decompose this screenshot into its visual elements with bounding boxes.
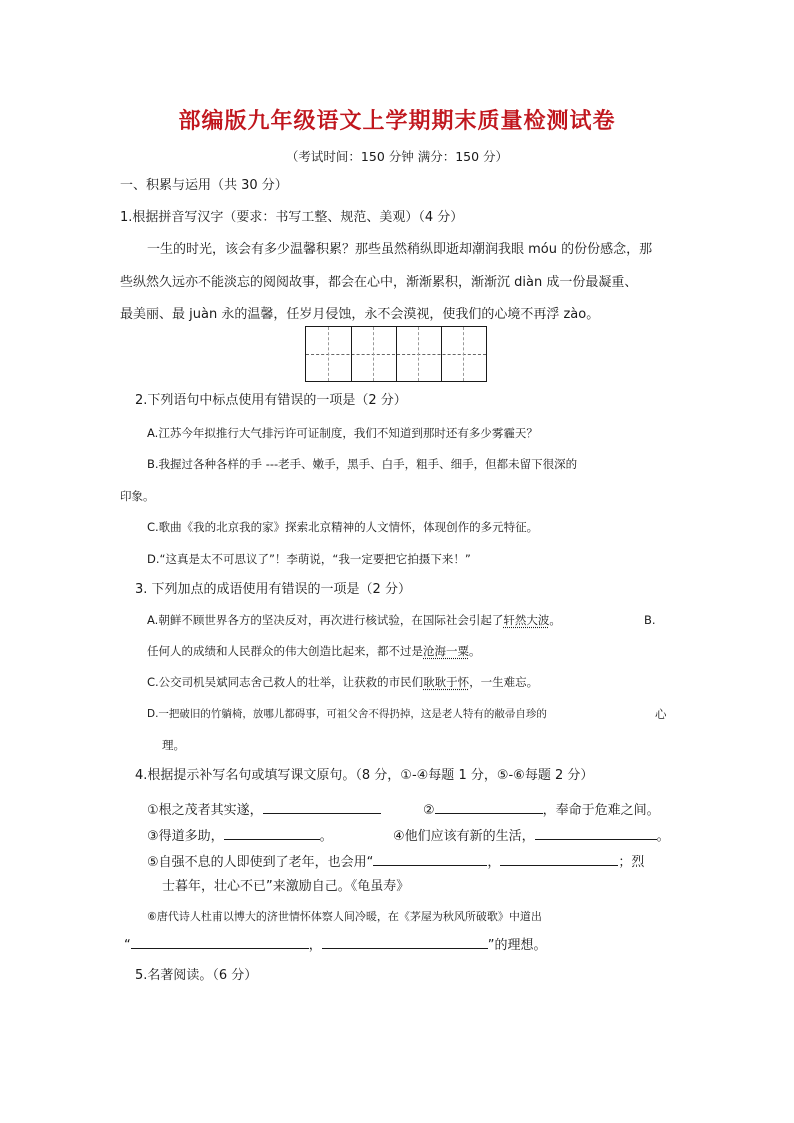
answer-blank[interactable] — [500, 852, 618, 866]
q2-option-c: C.歌曲《我的北京我的家》探索北京精神的人文情怀，体现创作的多元特征。 — [147, 520, 539, 534]
q4-prompt: 4.根据提示补写名句或填写课文原句。（8 分，①-④每题 1 分，⑤-⑥每题 2 分） — [135, 768, 594, 783]
q2-option-d: D.“这真是太不可思议了”！李萌说，“我一定要把它拍摄下来！” — [147, 552, 471, 566]
q3-a-end: 。 — [549, 613, 561, 627]
q4-text: 。 — [656, 829, 670, 844]
q1-passage-line1: 一生的时光，该会有多少温馨积累？那些虽然稍纵即逝却潮润我眼 móu 的份份感念，那 — [147, 242, 653, 257]
q1-prompt: 1.根据拼音写汉字（要求：书写工整、规范、美观）（4 分） — [120, 210, 464, 225]
q4-text: ⑤自强不息的人即使到了老年，也会用“ — [147, 855, 374, 870]
answer-blank[interactable] — [224, 826, 320, 840]
q2-option-b-line1: B.我握过各种各样的手 ---老手、嫩手，黑手、白手，粗手、细手，但都未留下很深的 — [147, 457, 578, 471]
q4-text: ④他们应该有新的生活， — [393, 829, 535, 844]
q1-passage-line3: 最美丽、最 juàn 永的温馨，任岁月侵蚀，永不会漠视，使我们的心境不再浮 zào。 — [120, 307, 600, 322]
q3-b-text: 任何人的成绩和人民群众的伟大创造比起来，都不过是 — [147, 644, 423, 658]
q4-text: ， — [487, 855, 501, 870]
q3-b-end: 。 — [469, 644, 481, 658]
q4-item-6-line2 — [124, 935, 547, 954]
grid-dash-divider — [463, 327, 464, 381]
q3-option-d-line1: D.一把破旧的竹躺椅，放哪儿都碍事，可祖父舍不得扔掉，这是老人特有的敝帚自珍的 — [147, 708, 547, 720]
grid-divider — [441, 327, 442, 381]
answer-blank[interactable] — [322, 935, 488, 949]
q4-item-4 — [393, 826, 670, 845]
q4-item-3 — [147, 826, 333, 845]
q1-writing-grid[interactable] — [305, 326, 487, 382]
q4-item-1 — [147, 800, 381, 819]
exam-title: 部编版九年级语文上学期期末质量检测试卷 — [178, 108, 616, 134]
q2-option-b-line2: 印象。 — [120, 489, 155, 503]
q3-a-text: A.朝鲜不顾世界各方的坚决反对，再次进行核试验，在国际社会引起了 — [147, 613, 504, 627]
exam-subtitle: （考试时间：150 分钟 满分：150 分） — [285, 149, 509, 164]
section-heading: 一、积累与运用（共 30 分） — [120, 178, 288, 193]
q3-option-a — [147, 612, 561, 628]
q4-item-6: ⑥唐代诗人杜甫以博大的济世情怀体察人间冷暖，在《茅屋为秋风所破歌》中道出 — [147, 910, 542, 923]
q3-a-dotted-idiom: 轩然大波 — [503, 613, 550, 627]
answer-blank[interactable] — [373, 852, 487, 866]
q3-option-d-tail: 心 — [655, 707, 667, 721]
q5-prompt: 5.名著阅读。（6 分） — [135, 968, 258, 983]
q4-text: ，奉命于危难之间。 — [542, 803, 660, 818]
q4-text: ② — [423, 803, 435, 818]
q3-option-d-line2: 理。 — [162, 738, 185, 752]
q4-text: 。 — [319, 829, 333, 844]
answer-blank[interactable] — [263, 800, 381, 814]
q4-item-5-line2: 士暮年，壮心不已”来激励自己。《龟虽寿》 — [162, 879, 410, 894]
q2-option-a: A.江苏今年拟推行大气排污许可证制度，我们不知道到那时还有多少雾霾天？ — [147, 426, 538, 440]
q3-c-dotted-idiom: 耿耿于怀 — [423, 675, 470, 689]
q4-text: ”的理想。 — [487, 938, 547, 953]
grid-divider — [351, 327, 352, 381]
q3-option-b-label: B. — [644, 613, 656, 627]
q4-text: ， — [308, 938, 322, 953]
q3-b-dotted-idiom: 沧海一粟 — [423, 644, 469, 658]
q4-item-5 — [147, 852, 644, 871]
answer-blank[interactable] — [131, 935, 309, 949]
grid-divider — [396, 327, 397, 381]
answer-blank[interactable] — [435, 800, 543, 814]
q1-passage-line2: 些纵然久远亦不能淡忘的阅阅故事，都会在心中，渐渐累积，渐渐沉 diàn 成一份最凝重、 — [120, 275, 638, 290]
q4-item-2 — [423, 800, 660, 819]
q4-text: ①根之茂者其实遂， — [147, 803, 263, 818]
q3-option-b — [147, 643, 481, 659]
grid-dash-divider — [418, 327, 419, 381]
answer-blank[interactable] — [535, 826, 657, 840]
q3-prompt: 3. 下列加点的成语使用有错误的一项是（2 分） — [135, 582, 411, 597]
grid-dash-divider — [373, 327, 374, 381]
q3-c-text: C.公交司机吴斌同志舍己救人的壮举，让获救的市民们 — [147, 675, 424, 689]
q3-c-end: ，一生难忘。 — [469, 675, 539, 689]
grid-dash-divider — [328, 327, 329, 381]
q3-option-c — [147, 674, 538, 690]
q4-text: ；烈 — [618, 855, 645, 870]
q2-prompt: 2.下列语句中标点使用有错误的一项是（2 分） — [135, 393, 407, 408]
q4-text: ③得道多助， — [147, 829, 224, 844]
q4-text: “ — [124, 938, 131, 953]
